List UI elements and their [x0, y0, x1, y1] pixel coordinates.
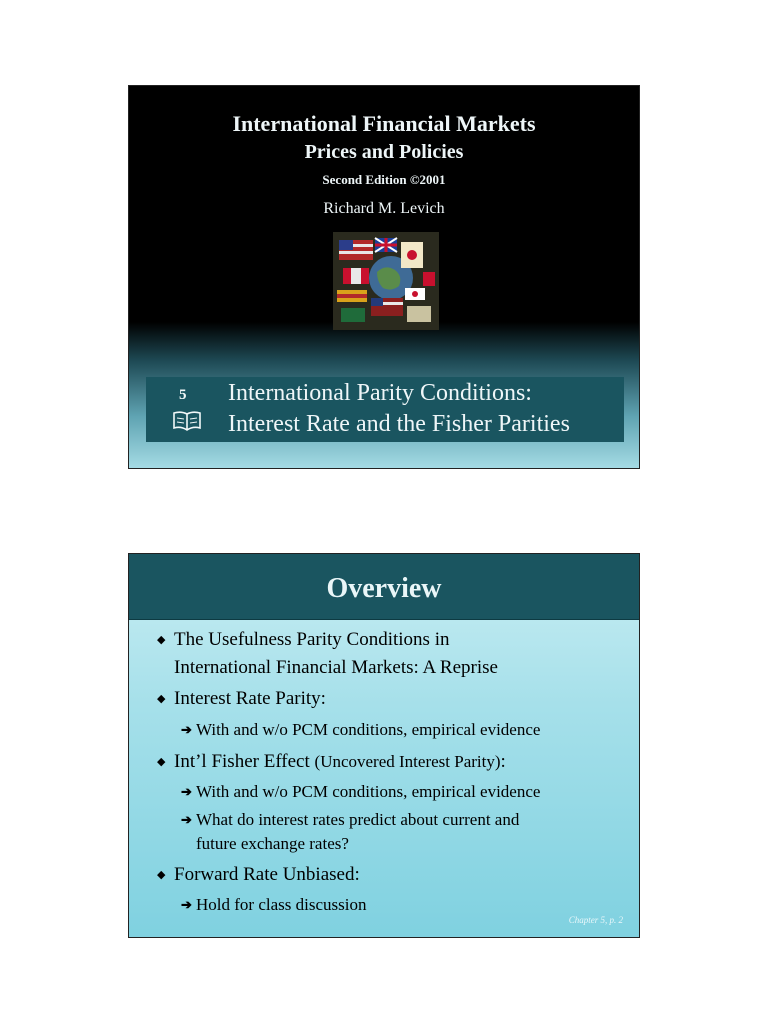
- diamond-bullet-icon: ◆: [157, 693, 166, 705]
- open-book-icon: [172, 410, 202, 432]
- bullet-text: The Usefulness Parity Conditions in: [174, 629, 450, 650]
- slide-title: Overview: [326, 573, 442, 604]
- bullet-text: Interest Rate Parity:: [174, 688, 326, 709]
- bullet-text: Forward Rate Unbiased:: [174, 864, 360, 885]
- sub-bullet-text: What do interest rates predict about current and: [196, 810, 520, 829]
- chapter-number: 5: [179, 387, 187, 403]
- diamond-bullet-icon: ◆: [157, 756, 166, 768]
- chapter-title-line1: International Parity Conditions:: [228, 380, 532, 406]
- sub-bullet-text: With and w/o PCM conditions, empirical evidence: [196, 782, 541, 801]
- title-slide: [128, 85, 640, 469]
- sub-bullet-text: future exchange rates?: [196, 834, 349, 853]
- book-cover-flags-image: [333, 232, 439, 330]
- bullet-text: International Financial Markets: A Reprise: [174, 657, 498, 678]
- page-footer: Chapter 5, p. 2: [568, 915, 623, 925]
- bullet-parenthetical: (Uncovered Interest Parity): [314, 752, 501, 771]
- book-subtitle: Prices and Policies: [304, 141, 464, 163]
- diamond-bullet-icon: ◆: [157, 869, 166, 881]
- chapter-title-line2: Interest Rate and the Fisher Parities: [228, 411, 570, 437]
- author-name: Richard M. Levich: [323, 200, 445, 217]
- overview-slide: [128, 553, 640, 938]
- book-title: International Financial Markets: [232, 111, 536, 136]
- sub-bullet-text: With and w/o PCM conditions, empirical evidence: [196, 720, 541, 739]
- chapter-box: [146, 377, 624, 442]
- bullet-colon: :: [500, 751, 506, 772]
- arrow-bullet-icon: ➔: [181, 784, 192, 799]
- arrow-bullet-icon: ➔: [181, 812, 192, 827]
- bullet-text: Int’l Fisher Effect: [174, 751, 310, 772]
- sub-bullet-text: Hold for class discussion: [196, 895, 367, 914]
- edition-text: Second Edition ©2001: [322, 172, 446, 187]
- arrow-bullet-icon: ➔: [181, 897, 192, 912]
- arrow-bullet-icon: ➔: [181, 722, 192, 737]
- diamond-bullet-icon: ◆: [157, 634, 166, 646]
- slide-header: [129, 554, 639, 620]
